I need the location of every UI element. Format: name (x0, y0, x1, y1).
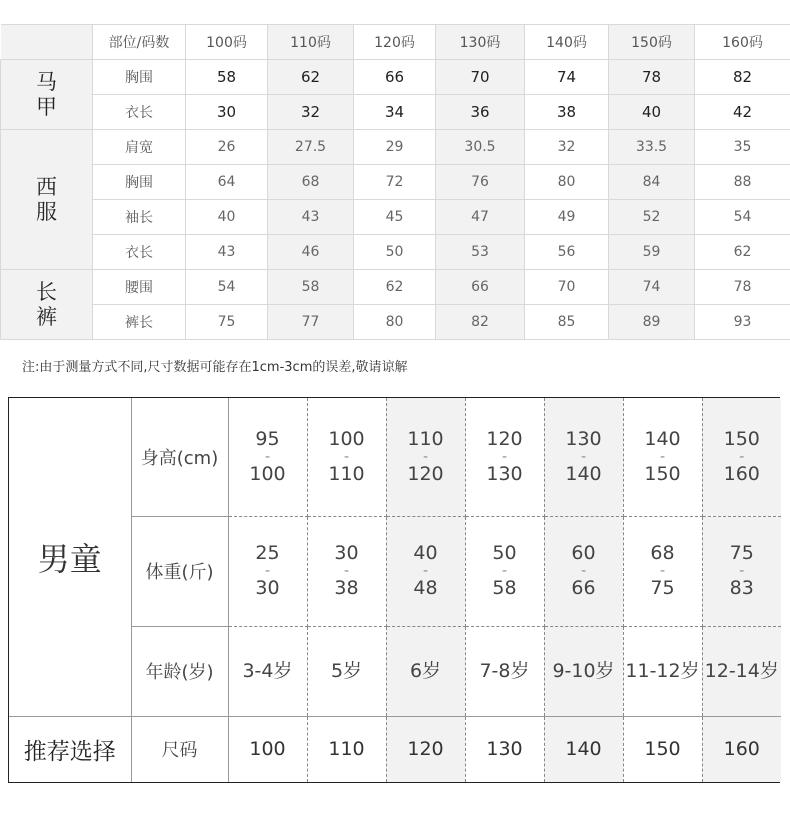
age-cell: 12-14岁 (702, 626, 781, 716)
table-cell: 42 (695, 95, 790, 130)
weight-range-cell (623, 516, 702, 626)
header-size: 120码 (354, 25, 436, 60)
height-range-cell (623, 398, 702, 516)
age-cell: 3-4岁 (228, 626, 307, 716)
row-label-weight: 体重(斤) (131, 516, 228, 626)
table-cell: 70 (436, 60, 525, 95)
table-cell: 50 (354, 235, 436, 270)
age-cell: 5岁 (307, 626, 386, 716)
size-recommendation-table (8, 397, 780, 783)
table-cell: 46 (268, 235, 354, 270)
table-cell: 68 (268, 165, 354, 200)
table-cell: 40 (186, 200, 268, 235)
header-corner (1, 25, 93, 60)
category-label: 男童 (9, 398, 131, 716)
weight-range-cell (702, 516, 781, 626)
group-label-char: 甲 (36, 94, 57, 119)
part-label: 腰围 (93, 270, 186, 305)
range-low: 95 (255, 427, 280, 450)
table-cell: 53 (436, 235, 525, 270)
table-cell: 80 (525, 165, 609, 200)
table-cell: 34 (354, 95, 436, 130)
range-low: 50 (492, 542, 517, 564)
table-cell: 45 (354, 200, 436, 235)
row-label-size: 尺码 (131, 716, 228, 782)
range-dash: - (580, 563, 587, 579)
table-cell: 78 (609, 60, 695, 95)
table-cell: 35 (695, 130, 790, 165)
header-size: 150码 (609, 25, 695, 60)
height-range-cell (228, 398, 307, 516)
table-cell: 26 (186, 130, 268, 165)
table-cell: 82 (436, 305, 525, 340)
table-cell: 38 (525, 95, 609, 130)
range-dash: - (501, 448, 508, 465)
height-range-cell (386, 398, 465, 516)
range-dash: - (501, 563, 508, 579)
header-size: 100码 (186, 25, 268, 60)
range-dash: - (264, 448, 271, 465)
table-row (9, 398, 781, 516)
age-cell: 9-10岁 (544, 626, 623, 716)
header-size: 140码 (525, 25, 609, 60)
table-cell: 89 (609, 305, 695, 340)
table-cell: 74 (609, 270, 695, 305)
table-header-row (1, 25, 790, 60)
table-cell: 74 (525, 60, 609, 95)
table-cell: 29 (354, 130, 436, 165)
table-cell: 62 (695, 235, 790, 270)
table-cell: 64 (186, 165, 268, 200)
group-label-char: 服 (36, 199, 57, 224)
range-low: 25 (255, 542, 280, 564)
table-cell: 33.5 (609, 130, 695, 165)
table-cell: 59 (609, 235, 695, 270)
group-label-char: 长 (36, 279, 57, 304)
part-label: 胸围 (93, 165, 186, 200)
range-low: 60 (571, 542, 596, 564)
weight-range-cell (465, 516, 544, 626)
range-high: 75 (650, 577, 675, 599)
table-cell: 40 (609, 95, 695, 130)
range-high: 83 (729, 577, 754, 599)
recommend-label: 推荐选择 (9, 716, 131, 782)
age-cell: 11-12岁 (623, 626, 702, 716)
table-row (1, 200, 790, 235)
header-size: 110码 (268, 25, 354, 60)
range-low: 100 (328, 427, 365, 450)
age-cell: 6岁 (386, 626, 465, 716)
weight-range-cell (228, 516, 307, 626)
part-label: 衣长 (93, 235, 186, 270)
table-cell: 84 (609, 165, 695, 200)
range-high: 120 (407, 462, 444, 485)
table-cell: 62 (268, 60, 354, 95)
table-cell: 49 (525, 200, 609, 235)
header-part-size: 部位/码数 (93, 25, 186, 60)
table-cell: 32 (268, 95, 354, 130)
row-label-age: 年龄(岁) (131, 626, 228, 716)
weight-range-cell (544, 516, 623, 626)
part-label: 衣长 (93, 95, 186, 130)
part-label: 胸围 (93, 60, 186, 95)
size-cell: 120 (386, 716, 465, 782)
range-dash: - (343, 448, 350, 465)
row-label-height: 身高(cm) (131, 398, 228, 516)
recommendation-grid (9, 398, 781, 782)
size-cell: 160 (702, 716, 781, 782)
table-cell: 27.5 (268, 130, 354, 165)
table-cell: 80 (354, 305, 436, 340)
table-row (1, 165, 790, 200)
table-cell: 66 (354, 60, 436, 95)
size-measurement-table (0, 24, 790, 340)
table-cell: 88 (695, 165, 790, 200)
range-low: 130 (565, 427, 602, 450)
table-cell: 36 (436, 95, 525, 130)
range-high: 110 (328, 462, 365, 485)
table-cell: 43 (268, 200, 354, 235)
table-row (1, 130, 790, 165)
table-row (1, 60, 790, 95)
table-cell: 32 (525, 130, 609, 165)
table-cell: 75 (186, 305, 268, 340)
table-cell: 43 (186, 235, 268, 270)
group-label-vest (1, 60, 93, 130)
weight-range-cell (307, 516, 386, 626)
range-dash: - (659, 448, 666, 465)
range-high: 58 (492, 577, 517, 599)
table-cell: 62 (354, 270, 436, 305)
range-high: 150 (644, 462, 681, 485)
table-cell: 76 (436, 165, 525, 200)
table-cell: 85 (525, 305, 609, 340)
range-low: 40 (413, 542, 438, 564)
table-cell: 58 (268, 270, 354, 305)
range-low: 140 (644, 427, 681, 450)
range-dash: - (739, 563, 745, 579)
age-cell: 7-8岁 (465, 626, 544, 716)
table-cell: 77 (268, 305, 354, 340)
range-dash: - (739, 448, 745, 465)
size-cell: 150 (623, 716, 702, 782)
range-dash: - (422, 448, 429, 465)
group-label-char: 马 (36, 69, 57, 94)
height-range-cell (307, 398, 386, 516)
range-dash: - (264, 563, 271, 579)
part-label: 裤长 (93, 305, 186, 340)
range-high: 100 (249, 462, 286, 485)
range-low: 30 (334, 542, 359, 564)
range-high: 38 (334, 577, 359, 599)
range-low: 150 (723, 427, 760, 450)
table-cell: 82 (695, 60, 790, 95)
height-range-cell (465, 398, 544, 516)
table-cell: 30 (186, 95, 268, 130)
group-label-char: 裤 (36, 304, 57, 329)
table-cell: 54 (186, 270, 268, 305)
table-cell: 47 (436, 200, 525, 235)
group-label-char: 西 (36, 174, 57, 199)
range-high: 30 (255, 577, 280, 599)
table-cell: 54 (695, 200, 790, 235)
range-high: 48 (413, 577, 438, 599)
table-cell: 56 (525, 235, 609, 270)
table-cell: 78 (695, 270, 790, 305)
size-cell: 130 (465, 716, 544, 782)
range-high: 160 (723, 462, 760, 485)
header-size: 130码 (436, 25, 525, 60)
table-cell: 66 (436, 270, 525, 305)
table-cell: 58 (186, 60, 268, 95)
range-low: 68 (650, 542, 675, 564)
table-row (9, 716, 781, 782)
part-label: 袖长 (93, 200, 186, 235)
measurement-note: 注:由于测量方式不同,尺寸数据可能存在1cm-3cm的误差,敬请谅解 (22, 360, 408, 375)
weight-range-cell (386, 516, 465, 626)
table-cell: 93 (695, 305, 790, 340)
size-cell: 110 (307, 716, 386, 782)
size-cell: 140 (544, 716, 623, 782)
height-range-cell (702, 398, 781, 516)
header-size: 160码 (695, 25, 790, 60)
group-label-pants (1, 270, 93, 340)
range-high: 140 (565, 462, 602, 485)
table-cell: 72 (354, 165, 436, 200)
range-dash: - (580, 448, 587, 465)
range-low: 120 (486, 427, 523, 450)
range-high: 130 (486, 462, 523, 485)
range-low: 110 (407, 427, 444, 450)
table-row (1, 235, 790, 270)
range-high: 66 (571, 577, 596, 599)
range-dash: - (343, 563, 350, 579)
table-cell: 70 (525, 270, 609, 305)
range-dash: - (422, 563, 429, 579)
table-row (1, 270, 790, 305)
table-row (1, 95, 790, 130)
table-cell: 30.5 (436, 130, 525, 165)
size-cell: 100 (228, 716, 307, 782)
range-low: 75 (729, 542, 754, 564)
group-label-suit (1, 130, 93, 270)
range-dash: - (659, 563, 666, 579)
table-row (1, 305, 790, 340)
part-label: 肩宽 (93, 130, 186, 165)
table-cell: 52 (609, 200, 695, 235)
height-range-cell (544, 398, 623, 516)
